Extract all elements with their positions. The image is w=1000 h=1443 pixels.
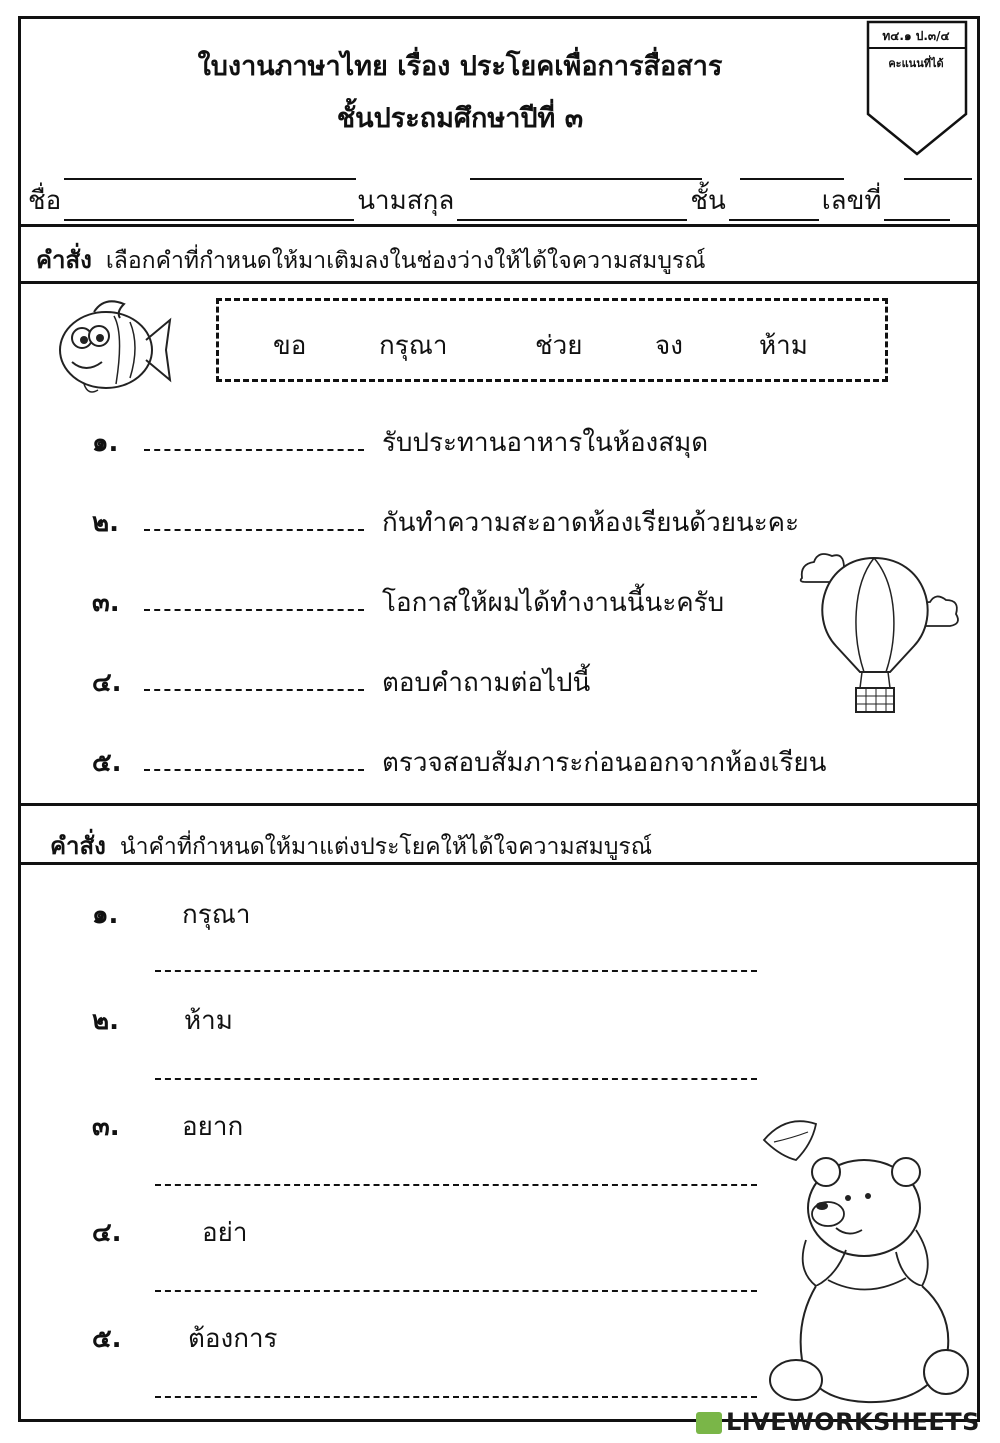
item-text: ตอบคำถามต่อไปนี้ xyxy=(382,668,591,698)
score-shield xyxy=(866,20,968,158)
worksheet-title: ใบงานภาษาไทย เรื่อง ประโยคเพื่อการสื่อสาร xyxy=(197,51,723,82)
brand-text: LIVEWORKSHEETS xyxy=(726,1408,980,1436)
divider xyxy=(18,803,980,806)
brand-badge-icon xyxy=(696,1412,722,1434)
item-number: ๒. xyxy=(92,508,120,538)
surname-field[interactable] xyxy=(457,193,687,221)
answer-blank[interactable] xyxy=(144,505,364,531)
answer-line[interactable] xyxy=(155,1290,757,1292)
item-text: รับประทานอาหารในห้องสมุด xyxy=(382,428,709,458)
item-number: ๑. xyxy=(92,900,119,930)
fill-item xyxy=(92,422,708,463)
item-number: ๔. xyxy=(92,1218,122,1248)
word-bank xyxy=(216,298,888,382)
item-text: ตรวจสอบสัมภาระก่อนออกจากห้องเรียน xyxy=(382,748,827,778)
answer-line[interactable] xyxy=(155,1396,757,1398)
fill-item xyxy=(92,582,724,623)
divider xyxy=(18,281,980,284)
score-label: คะแนนที่ได้ xyxy=(888,57,944,70)
student-info-row xyxy=(28,180,953,221)
bear-illustration xyxy=(756,1110,974,1414)
word-bank-item: จง xyxy=(655,331,683,361)
item-text: กันทำความสะอาดห้องเรียนด้วยนะคะ xyxy=(382,508,800,538)
word-bank-item: กรุณา xyxy=(379,331,448,361)
given-word: กรุณา xyxy=(182,900,251,930)
given-word: ห้าม xyxy=(184,1006,233,1036)
hot-air-balloon-icon xyxy=(794,546,964,716)
class-label: ชั้น xyxy=(690,186,726,216)
word-bank-item: ช่วย xyxy=(535,331,583,361)
indicator-code: ท๔.๑ ป.๓/๔ xyxy=(882,29,950,43)
item-number: ๓. xyxy=(92,588,120,618)
item-text: โอกาสให้ผมได้ทำงานนี้นะครับ xyxy=(382,588,725,618)
instruction-text: นำคำที่กำหนดให้มาแต่งประโยคให้ได้ใจความสมบูรณ์ xyxy=(119,834,653,860)
fill-item xyxy=(92,662,590,703)
number-label: เลขที่ xyxy=(821,186,882,216)
fish-icon xyxy=(54,294,174,404)
instruction-label: คำสั่ง xyxy=(36,246,92,274)
number-field[interactable] xyxy=(884,193,950,221)
given-word: อยาก xyxy=(182,1112,244,1142)
item-number: ๓. xyxy=(92,1112,120,1142)
section2-instruction xyxy=(50,826,652,865)
liveworksheets-logo xyxy=(696,1408,980,1436)
name-field[interactable] xyxy=(64,193,354,221)
worksheet-subtitle: ชั้นประถมศึกษาปีที่ ๓ xyxy=(336,103,584,134)
surname-label: นามสกุล xyxy=(357,186,455,216)
answer-line[interactable] xyxy=(155,1078,757,1080)
answer-blank[interactable] xyxy=(144,665,364,691)
item-number: ๔. xyxy=(92,668,122,698)
answer-blank[interactable] xyxy=(144,425,364,451)
instruction-label: คำสั่ง xyxy=(50,832,106,860)
name-label: ชื่อ xyxy=(28,186,62,216)
item-number: ๕. xyxy=(92,1324,122,1354)
divider xyxy=(18,862,980,865)
fill-item xyxy=(92,742,826,783)
answer-line[interactable] xyxy=(155,1184,757,1186)
answer-line[interactable] xyxy=(155,970,757,972)
fill-item xyxy=(92,502,799,543)
given-word: ต้องการ xyxy=(188,1324,278,1354)
fish-illustration xyxy=(54,294,174,408)
item-number: ๑. xyxy=(92,428,119,458)
answer-blank[interactable] xyxy=(144,585,364,611)
word-bank-item: ขอ xyxy=(273,331,307,361)
section1-instruction xyxy=(36,240,706,279)
answer-blank[interactable] xyxy=(144,745,364,771)
instruction-text: เลือกคำที่กำหนดให้มาเติมลงในช่องว่างให้ได้ใจความสมบูรณ์ xyxy=(105,248,706,274)
word-bank-item: ห้าม xyxy=(759,331,808,361)
divider xyxy=(18,224,980,227)
class-field[interactable] xyxy=(729,193,819,221)
item-number: ๕. xyxy=(92,748,122,778)
given-word: อย่า xyxy=(202,1218,248,1248)
balloon-illustration xyxy=(794,546,964,720)
bear-icon xyxy=(756,1110,974,1410)
item-number: ๒. xyxy=(92,1006,120,1036)
